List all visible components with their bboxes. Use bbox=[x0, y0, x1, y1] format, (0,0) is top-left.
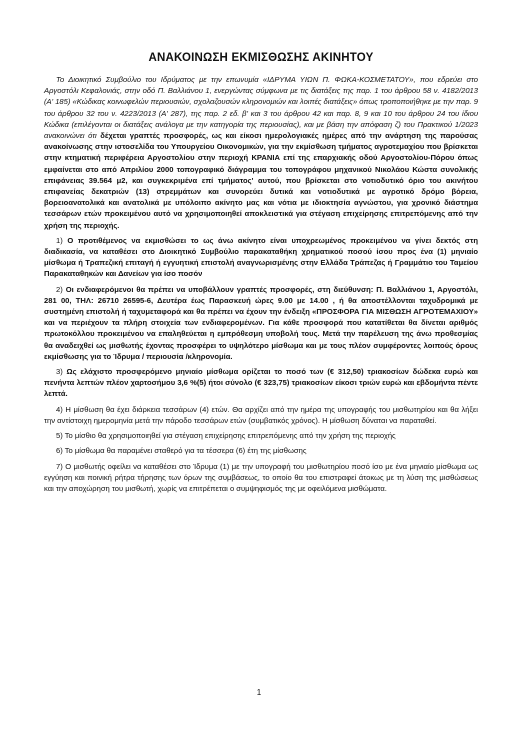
term-item bbox=[44, 404, 478, 426]
term-number: 1) bbox=[56, 235, 63, 245]
term-number: 7) bbox=[56, 461, 63, 471]
term-number: 4) bbox=[56, 404, 63, 414]
term-text: Το μίσθιο θα χρησιμοποιηθεί για στέγαση επιχείρησης επιτρεπόμενης από την χρήση της περιοχής bbox=[64, 431, 396, 441]
term-text: Ως ελάχιστο προσφερόμενο μηνιαίο μίσθωμα ορίζεται το ποσό των (€ 312,50) τριακοσίων δώδεκα ευρώ και πενήντα λεπτών πλέον χαρτοσήμου 3,6 %(5) ήτοι σύνολο (€ 323,75) τριακοσίων είκοσι τριών ευρώ και εβδομήντα πέντε λεπτά. bbox=[44, 367, 478, 399]
term-text: Οι ενδιαφερόμενοι θα πρέπει να υποβάλλουν γραπτές προσφορές, στη διεύθυνση: Π. Βαλλιάνου 1, Αργοστόλι, 281 00, ΤΗΛ: 26710 26595-6, Δευτέρα έως Παρασκευή ώρες 9.00 με 14.00 , ή θα αποστέλλονται ταχυδρομικά με συστημένη επιστολή ή ταχυμεταφορά και θα πρέπει να έχουν την ένδειξη «ΠΡΟΣΦΟΡΑ ΓΙΑ ΜΙΣΘΩΣΗ ΑΓΡΟΤΕΜΑΧΙΟΥ» και να περιέχουν τα πλήρη στοιχεία των ενδιαφερομένων. Για κάθε προσφορά που κατατίθεται θα δίνεται αριθμός πρωτοκόλλου προκειμένου να επαληθεύεται η εμπρόθεσμη υποβολή τους. Μετά την παρέλευση της άνω προθεσμίας θα αναδειχθεί ως μισθωτής έχοντας προσφέρει το υψηλότερο μίσθωμα και με τους πλέον συμφέροντες λοιπούς όρους εκμίσθωσης για το Ίδρυμα / περιουσία /κληρονομία. bbox=[44, 284, 478, 361]
term-item bbox=[44, 445, 478, 456]
intro-paragraph bbox=[44, 74, 478, 231]
term-text: Το μίσθωμα θα παραμένει σταθερό για τα τέσσερα (6) έτη της μίσθωσης bbox=[64, 446, 307, 456]
term-text: Ο μισθωτής οφείλει να καταθέσει στο Ίδρυμα (1) με την υπογραφή του μισθωτηρίου ποσό ίσο με ένα μηνιαίο μίσθωμα ως εγγύηση και ποινική ρήτρα τήρησης των όρων της συμβάσεως, το οποίο θα του επιστραφεί άτοκως με τη λύση της μισθώσεως και την αποχώρηση του μισθωτή, χωρίς να επιτρέπεται ο συμψηφισμός της με οφειλόμενα μισθώματα. bbox=[44, 461, 478, 493]
term-number: 6) bbox=[56, 446, 63, 456]
term-item bbox=[44, 284, 478, 362]
page-number: 1 bbox=[256, 688, 262, 697]
term-number: 2) bbox=[56, 284, 63, 294]
term-item bbox=[44, 235, 478, 280]
terms-list bbox=[44, 235, 478, 494]
term-item bbox=[44, 366, 478, 400]
term-item bbox=[44, 430, 478, 441]
term-number: 5) bbox=[56, 431, 63, 441]
term-text: Η μίσθωση θα έχει διάρκεια τεσσάρων (4) ετών. Θα αρχίζει από την ημέρα της υπογραφής του μισθωτηρίου και θα λήξει την αντίστοιχη ημερομηνία μετά την πάροδο τεσσάρων ετών (συμβατικός χρόνος). Η μίσθωση δύναται να παραταθεί. bbox=[44, 404, 478, 425]
term-text: Ο προτιθέμενος να εκμισθώσει το ως άνω ακίνητο είναι υποχρεωμένος προκειμένου να γίνει δεκτός στη διαδικασία, να καταθέσει στο Διοικητικό Συμβούλιο παρακαταθήκη χρηματικού ποσού ίσου προς ένα (1) μηνιαίο μίσθωμα ή Τραπεζική επιταγή ή εγγυητική επιστολή αναγνωρισμένης στην Ελλάδα Τράπεζας ή Γραμμάτιο του Ταμείου Παρακαταθηκών και Δανείων για ίσο ποσόν bbox=[44, 235, 478, 279]
page-title: ΑΝΑΚΟΙΝΩΣΗ ΕΚΜΙΣΘΩΣΗΣ ΑΚΙΝΗΤΟΥ bbox=[148, 52, 374, 64]
intro-bold-text: δέχεται γραπτές προσφορές, ως και είκοσι ημερολογιακές ημέρες από την ανάρτηση της παρούσας ανακοίνωσης στην ιστοσελίδα του Υπουργείου Οικονομικών, για την εκμίσθωση τμήματος αγροτεμαχίου που βρίσκεται στην κτηματική περιφέρεια Αργοστολίου στην περιοχή ΚΡΑΝΙΑ επί της επαρχιακής οδού Αργοστολίου-Πόρου όπως εμφαίνεται στο από Απριλίου 2000 τοπογραφικό διάγραμμα του τοπογράφου μηχανικού Νικολάου Κώστα συνολικής επιφάνειας 39.564 μ2, και συγκεκριμένα επί τμήματος' αυτού, που βρίσκεται στο νοτιοδυτικό όριο του ακινήτου επιφανείας δεκατριών (13) στρεμμάτων και συνορεύει δυτικά και νοτιοδυτικά με αγροτικό δρόμο βόρεια, βορειοανατολικά και ανατολικά με υπόλοιπο ακίνητο μας και νότια με ιδιοκτησία αγνώστου, για χρονικό διάστημα τεσσάρων ετών προκειμένου αυτό να χρησιμοποιηθεί αποκλειστικά για στέγαση επιχείρησης επιτρεπόμενης από την χρήση της περιοχής. bbox=[44, 131, 478, 230]
term-item bbox=[44, 461, 478, 495]
term-number: 3) bbox=[56, 367, 63, 377]
intro-text: Το Διοικητικό Συμβούλιο του Ιδρύματος με την επωνυμία «ΙΔΡΥΜΑ ΥΙΩΝ Π. ΦΩΚΑ-ΚΟΣΜΕΤΑΤΟΥ», που εδρεύει στο Αργοστόλι Κεφαλονιάς, στην οδό Π. Βαλλιάνου 1, ενεργώντας σύμφωνα με τις διατάξεις της παρ. 1 του άρθρου 58 ν. 4182/2013 (Α' 185) «Κώδικας κοινωφελών περιουσιών, σχολαζουσών κληρονομιών και λοιπές διατάξεις» όπως τροποποιήθηκε με την παρ. 9 του άρθρου 32 του ν. 4223/2013 (Α' 287), της παρ. 2 εδ. β' και 3 του άρθρου 42 και παρ. 8, 9 και 10 του άρθρου 24 του ίδιου Κώδικα (επιλέγονται οι διατάξεις ανάλογα με την κατηγορία της περιουσίας), και με βάση την απόφαση ζ) του Πρακτικού 1/2023 ανακοινώνει ότι bbox=[44, 75, 478, 141]
